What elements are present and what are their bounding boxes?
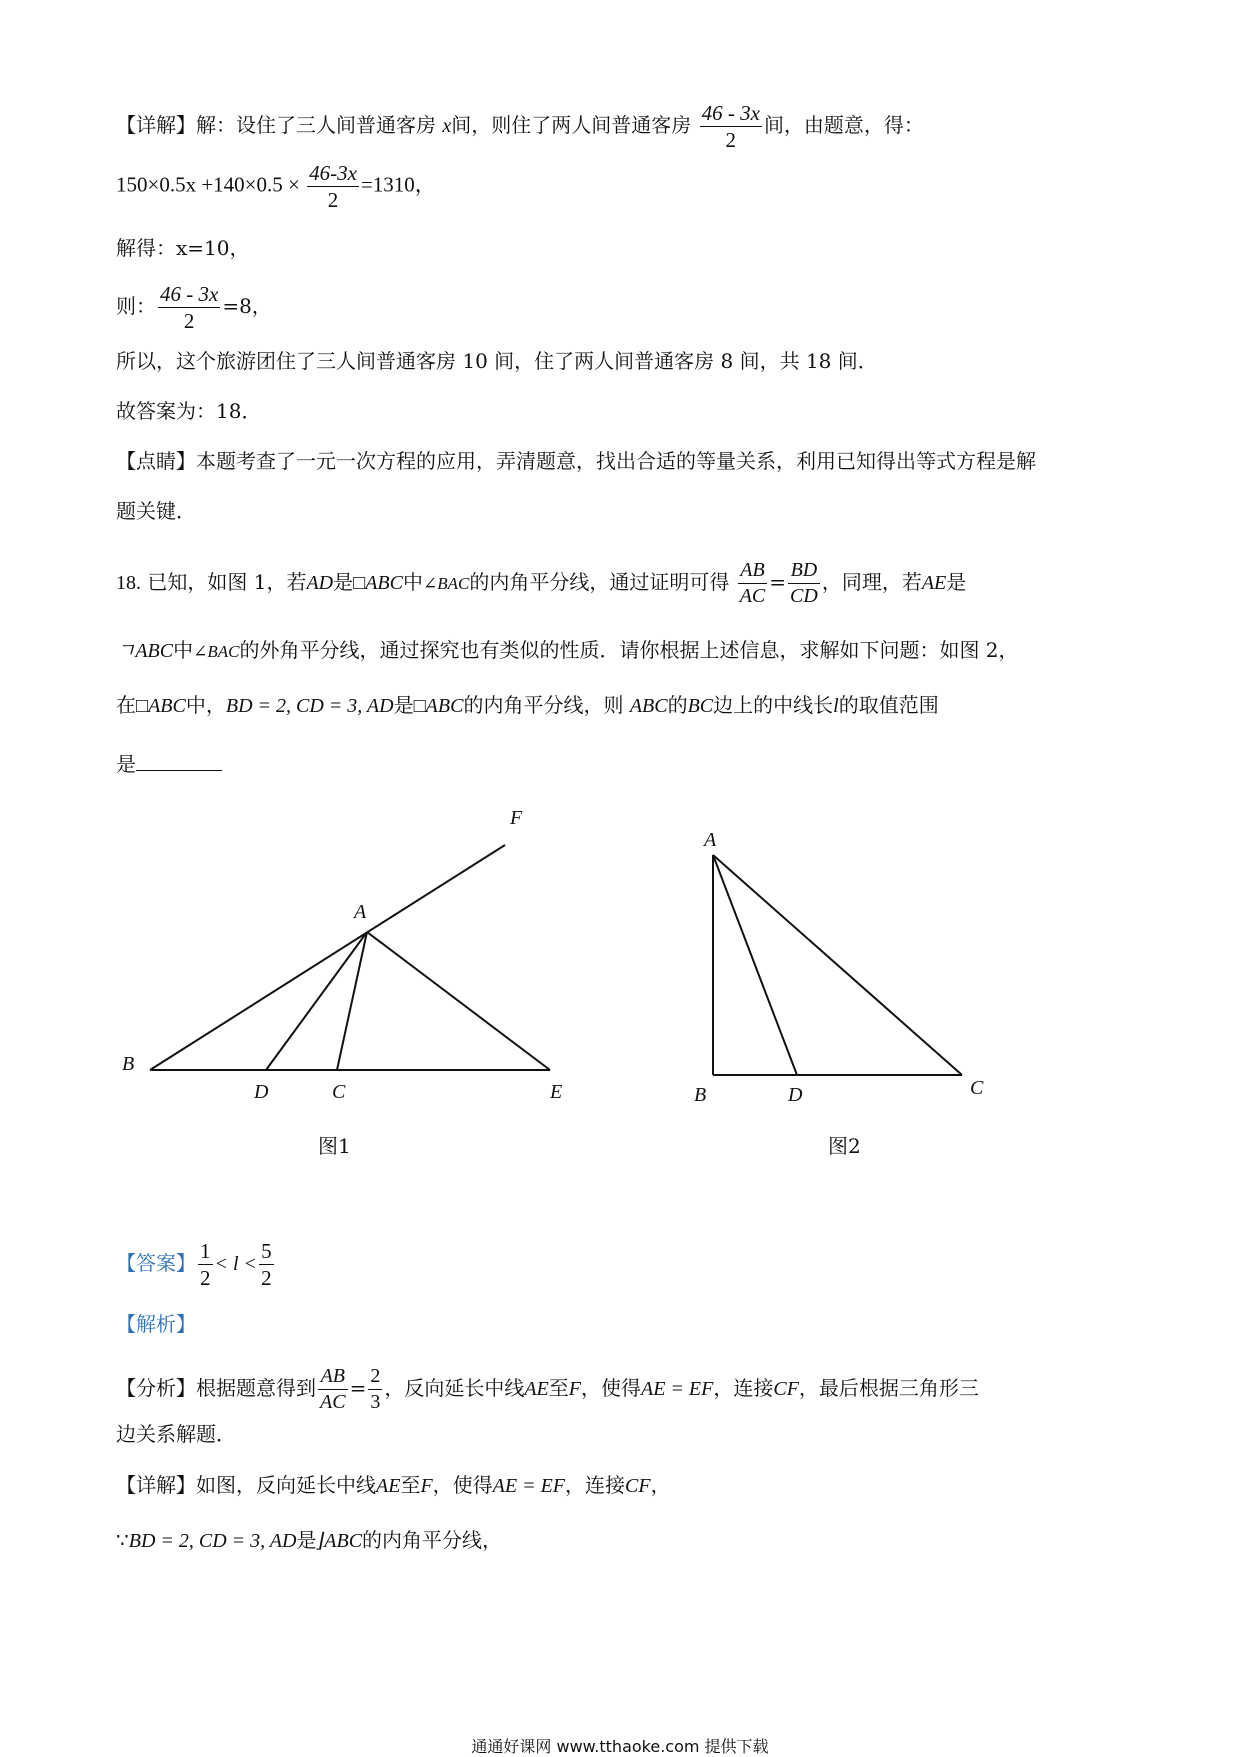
fraction-half: $\frac{1}{2}$ (200, 1239, 211, 1291)
fraction-two-thirds: $\frac{2}{3}$ (370, 1365, 381, 1413)
fraction: $\frac{46-3x}{2}$ (309, 161, 357, 213)
point-line-1: 【点睛】本题考查了一元一次方程的应用，弄清题意，找出合适的等量关系，利用已知得出等式方程是解 (116, 449, 1036, 473)
label-c: C (332, 1081, 346, 1103)
because-line: ∵BD = 2, CD = 3, AD是⌋ABC的内角平分线， (116, 1528, 503, 1552)
figure-2 (680, 820, 1020, 1120)
answer-line: 故答案为：18． (116, 399, 262, 423)
label-c: C (970, 1077, 984, 1099)
fraction-bd-cd: $\frac{BD}{CD}$ (790, 559, 818, 607)
point-line-2: 题关键． (116, 499, 196, 523)
figure-1-caption: 图1 (318, 1134, 351, 1158)
then-line: 则： $\frac{46 - 3x}{2}$ =8， (116, 282, 272, 334)
label-d: D (254, 1081, 269, 1103)
label-d: D (788, 1084, 803, 1106)
line-bf (150, 845, 505, 1070)
question-line-4: 是 (116, 752, 222, 774)
xiangjie-label: 【详解】 (116, 1473, 196, 1497)
question-line-2: ㄱABC中∠BAC的外角平分线，通过探究也有类似的性质．请你根据上述信息，求解如下问题：如图 2， (116, 638, 1019, 662)
label-a: A (704, 829, 717, 851)
label-a: A (354, 901, 367, 923)
line-ad (713, 855, 797, 1075)
label-f: F (510, 807, 523, 829)
analysis-line-2: 边关系解题． (116, 1422, 236, 1446)
label-b: B (694, 1084, 707, 1106)
line-ae (367, 932, 550, 1070)
page-footer: 通通好课网 www.tthaoke.com 提供下载 (471, 1737, 769, 1756)
analysis-line-1: 【分析】根据题意得到 $\frac{AB}{AC}$ = $\frac{2}{3}$ ，反向延长中线AE至F，使得AE = EF，连接CF，最后根据三角形三 (116, 1365, 979, 1413)
line-ac (713, 855, 962, 1075)
fraction: $\frac{46 - 3x}{2}$ (701, 101, 760, 153)
answer-label: 【答案】 (116, 1251, 196, 1276)
question-line-3: 在□ABC中，BD = 2, CD = 3, AD是□ABC的内角平分线，则 ABC的BC边上的中线长l的取值范围 (116, 693, 939, 717)
equation-line: 150×0.5x +140×0.5 × $\frac{46-3x}{2}$ =1310， (116, 161, 436, 213)
label-b: B (122, 1053, 135, 1075)
label-e: E (550, 1081, 563, 1103)
answer-blank (136, 752, 222, 771)
detail-label: 【详解】 (116, 113, 196, 138)
fraction-five-halves: $\frac{5}{2}$ (261, 1239, 272, 1291)
so-line: 所以，这个旅游团住了三人间普通客房 10 间，住了两人间普通客房 8 间，共 18 间． (116, 349, 878, 373)
fenxi-label: 【分析】 (116, 1376, 196, 1400)
solve-line: 解得：x=10， (116, 236, 250, 260)
point-label: 【点睛】 (116, 449, 196, 473)
detail-line-1: 【详解】解：设住了三人间普通客房 x间，则住了两人间普通客房 $\frac{46 - 3x}{2}$ 间，由题意，得： (116, 101, 924, 153)
analysis-label: 【解析】 (116, 1312, 196, 1336)
figure-1 (110, 800, 590, 1120)
detail-line: 【详解】如图，反向延长中线AE至F，使得AE = EF，连接CF， (116, 1473, 671, 1497)
fraction: $\frac{46 - 3x}{2}$ (160, 282, 219, 334)
question-line-1: 18. 已知，如图 1，若AD是□ABC中∠BAC的内角平分线，通过证明可得 $\frac{AB}{AC}$ = $\frac{BD}{CD}$ ，同理，若AE是 (116, 559, 967, 607)
answer-row: 【答案】 $\frac{1}{2}$ < l < $\frac{5}{2}$ (116, 1239, 272, 1291)
fraction-ab-ac: $\frac{AB}{AC}$ (320, 1365, 346, 1413)
fraction-ab-ac: $\frac{AB}{AC}$ (739, 559, 766, 607)
figure-2-caption: 图2 (828, 1134, 861, 1158)
